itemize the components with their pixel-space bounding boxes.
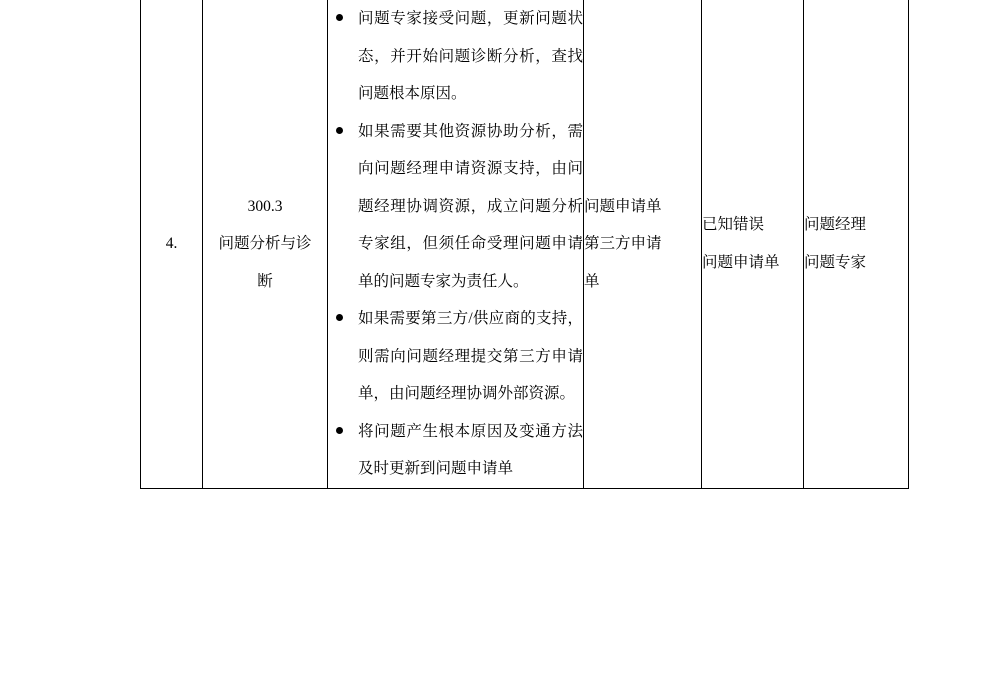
activity-name-line-1: 问题分析与诊 (218, 235, 312, 252)
role-item-2: 问题专家 (804, 253, 867, 271)
row-number-cell (141, 0, 203, 488)
document-item-1: 问题申请单 (584, 197, 662, 215)
input-item-1: 已知错误 (702, 216, 765, 234)
document-item-2: 第三方申请 (584, 235, 662, 252)
inputs-cell (702, 0, 804, 488)
documents-cell (584, 0, 702, 488)
list-item: 将问题产生根本原因及变通方法及时更新到问题申请单 (328, 413, 583, 488)
role-item-1: 问题经理 (804, 216, 867, 234)
activity-description-cell (328, 0, 584, 488)
activity-name-cell (203, 0, 328, 488)
row-number: 4. (165, 235, 178, 252)
table-row (141, 0, 909, 488)
list-item: 如果需要第三方/供应商的支持，则需向问题经理提交第三方申请单，由问题经理协调外部资源。 (328, 300, 583, 413)
process-table (140, 0, 909, 489)
input-item-2: 问题申请单 (702, 253, 780, 271)
description-bullet-list (328, 0, 583, 488)
activity-code: 300.3 (247, 197, 283, 215)
roles-cell (804, 0, 909, 488)
list-item: 问题专家接受问题，更新问题状态，并开始问题诊断分析，查找问题根本原因。 (328, 0, 583, 113)
document-item-3: 单 (584, 272, 600, 290)
activity-name-line-2: 断 (257, 272, 273, 290)
list-item: 如果需要其他资源协助分析，需向问题经理申请资源支持，由问题经理协调资源，成立问题分析专家组，但须任命受理问题申请单的问题专家为责任人。 (328, 113, 583, 301)
